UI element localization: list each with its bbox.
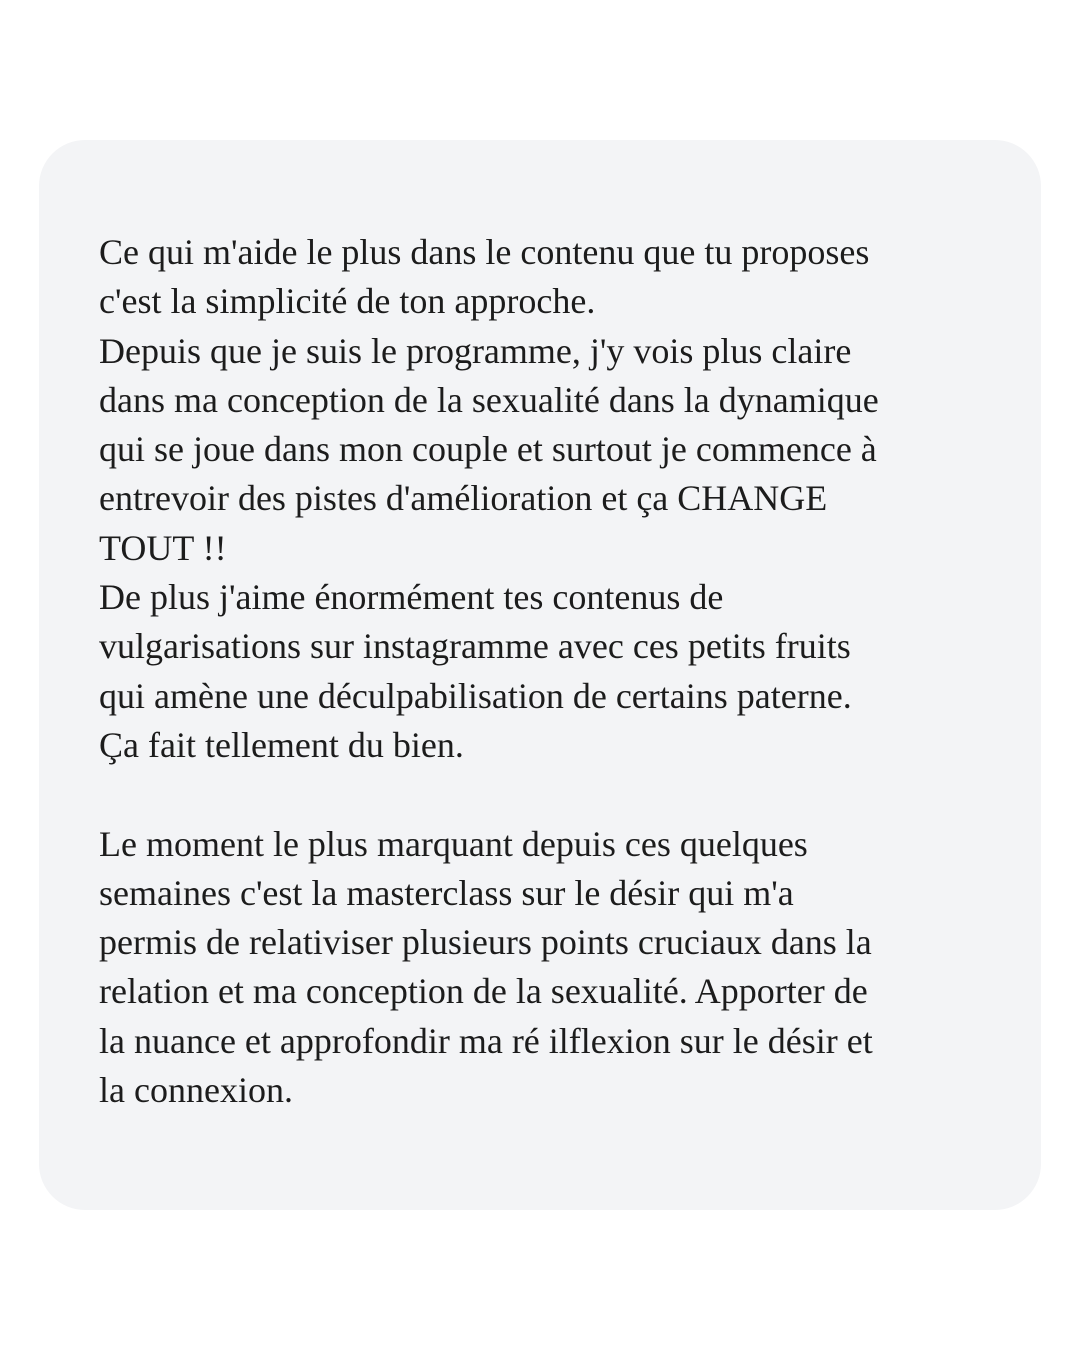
testimonial-line: dans ma conception de la sexualité dans la dynamique (99, 379, 879, 420)
testimonial-line: semaines c'est la masterclass sur le désir qui m'a (99, 872, 794, 913)
testimonial-text (99, 228, 1019, 1115)
testimonial-line: qui amène une déculpabilisation de certains paterne. (99, 675, 852, 716)
paragraph-spacer (99, 770, 1019, 819)
testimonial-line: Ce qui m'aide le plus dans le contenu que tu proposes (99, 232, 870, 272)
testimonial-line: la connexion. (99, 1070, 293, 1111)
testimonial-line: qui se joue dans mon couple et surtout je commence à (99, 429, 877, 470)
testimonial-line: De plus j'aime énormément tes contenus de (99, 577, 724, 618)
testimonial-line: permis de relativiser plusieurs points cruciaux dans la (99, 922, 872, 963)
testimonial-line: entrevoir des pistes d'amélioration et ça CHANGE (99, 478, 828, 519)
testimonial-line: Depuis que je suis le programme, j'y vois plus claire (99, 330, 852, 371)
testimonial-line: Ça fait tellement du bien. (99, 724, 464, 765)
testimonial-line: la nuance et approfondir ma ré ilflexion sur le désir et (99, 1020, 873, 1061)
testimonial-line: c'est la simplicité de ton approche. (99, 281, 596, 322)
testimonial-line: TOUT !! (99, 527, 227, 568)
testimonial-line: Le moment le plus marquant depuis ces quelques (99, 823, 808, 864)
testimonial-line: vulgarisations sur instagramme avec ces petits fruits (99, 626, 851, 667)
testimonial-line: relation et ma conception de la sexualité. Apporter de (99, 971, 868, 1012)
